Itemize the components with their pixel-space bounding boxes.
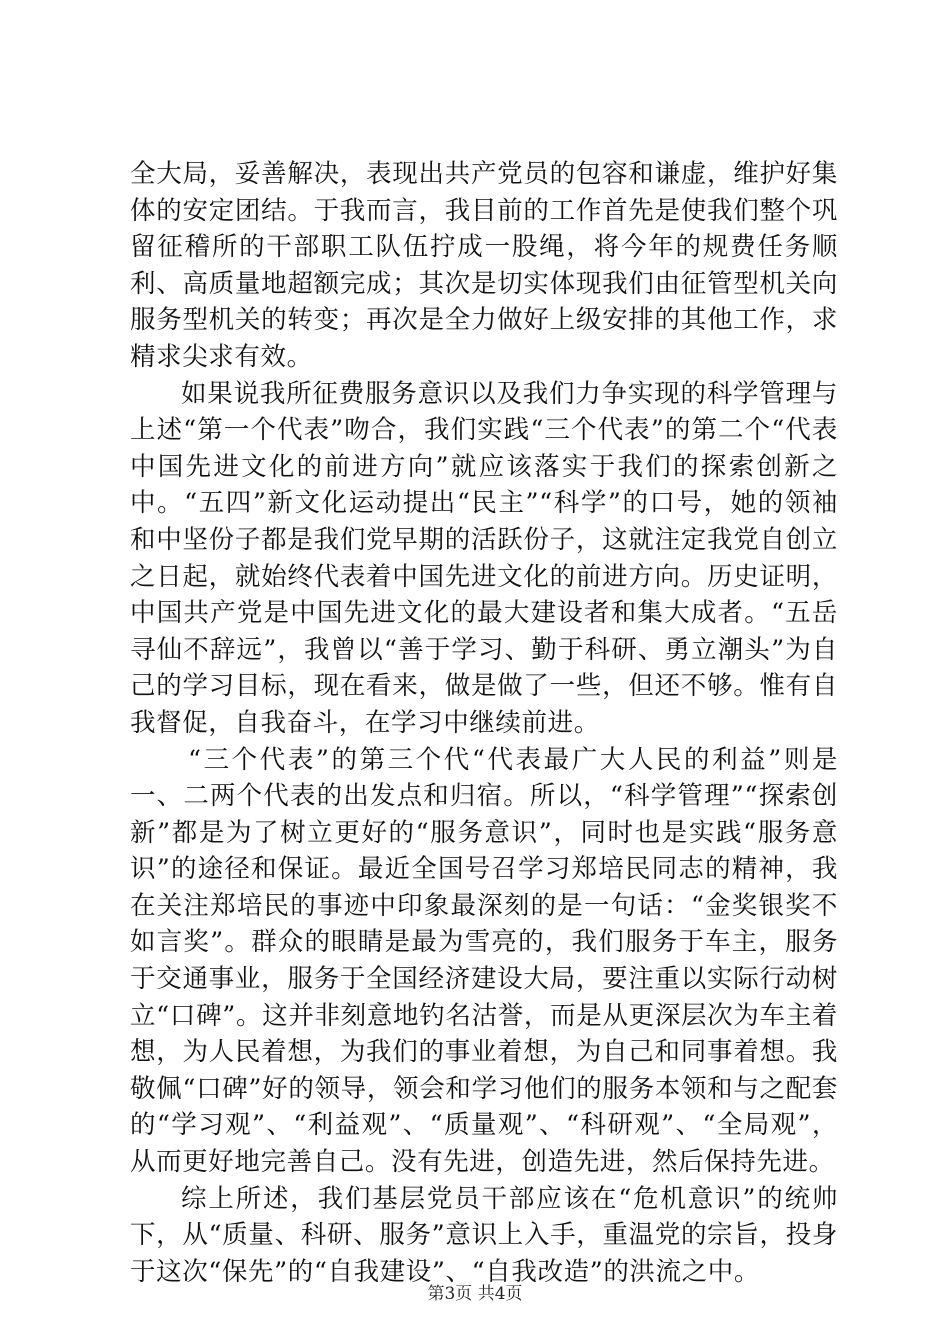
paragraph-conclusion: 综上所述，我们基层党员干部应该在“危机意识”的统帅下，从“质量、科研、服务”意识上入手，重温党的宗旨，投身于这次“保先”的“自我建设”、“自我改造”的洪流之中。: [130, 1183, 838, 1287]
page-footer: [0, 1283, 950, 1305]
page-number: 第3页: [427, 1284, 473, 1304]
document-body: [130, 156, 838, 1290]
page-total: 共4页: [477, 1284, 523, 1304]
paragraph-second-representative: 如果说我所征费服务意识以及我们力争实现的科学管理与上述“第一个代表”吻合，我们实践“三个代表”的第二个“代表中国先进文化的前进方向”就应该落实于我们的探索创新之中。“五四”新文化运动提出“民主”“科学”的口号，她的领袖和中坚份子都是我们党早期的活跃份子，这就注定我党自创立之日起，就始终代表着中国先进文化的前进方向。历史证明，中国共产党是中国先进文化的最大建设者和集大成者。“五岳寻仙不辞远”，我曾以“善于学习、勤于科研、勇立潮头”为自己的学习目标，现在看来，做是做了一些，但还不够。惟有自我督促，自我奋斗，在学习中继续前进。: [130, 378, 838, 738]
paragraph-third-representative: “三个代表”的第三个代“代表最广大人民的利益”则是一、二两个代表的出发点和归宿。所以，“科学管理”“探索创新”都是为了树立更好的“服务意识”，同时也是实践“服务意识”的途径和保证。最近全国号召学习郑培民同志的精神，我在关注郑培民的事迹中印象最深刻的是一句话：“金奖银奖不如言奖”。群众的眼睛是最为雪亮的，我们服务于车主，服务于交通事业，服务于全国经济建设大局，要注重以实际行动树立“口碑”。这并非刻意地钓名沽誉，而是从更深层次为车主着想，为人民着想，为我们的事业着想，为自己和同事着想。我敬佩“口碑”好的领导，领会和学习他们的服务本领和与之配套的“学习观”、“利益观”、“质量观”、“科研观”、“全局观”，从而更好地完善自己。没有先进，创造先进，然后保持先进。: [130, 744, 838, 1178]
paragraph-continued: 全大局，妥善解决，表现出共产党员的包容和谦虚，维护好集体的安定团结。于我而言，我目前的工作首先是使我们整个巩留征稽所的干部职工队伍拧成一股绳，将今年的规费任务顺利、高质量地超额完成；其次是切实体现我们由征管型机关向服务型机关的转变；再次是全力做好上级安排的其他工作，求精求尖求有效。: [130, 159, 838, 372]
